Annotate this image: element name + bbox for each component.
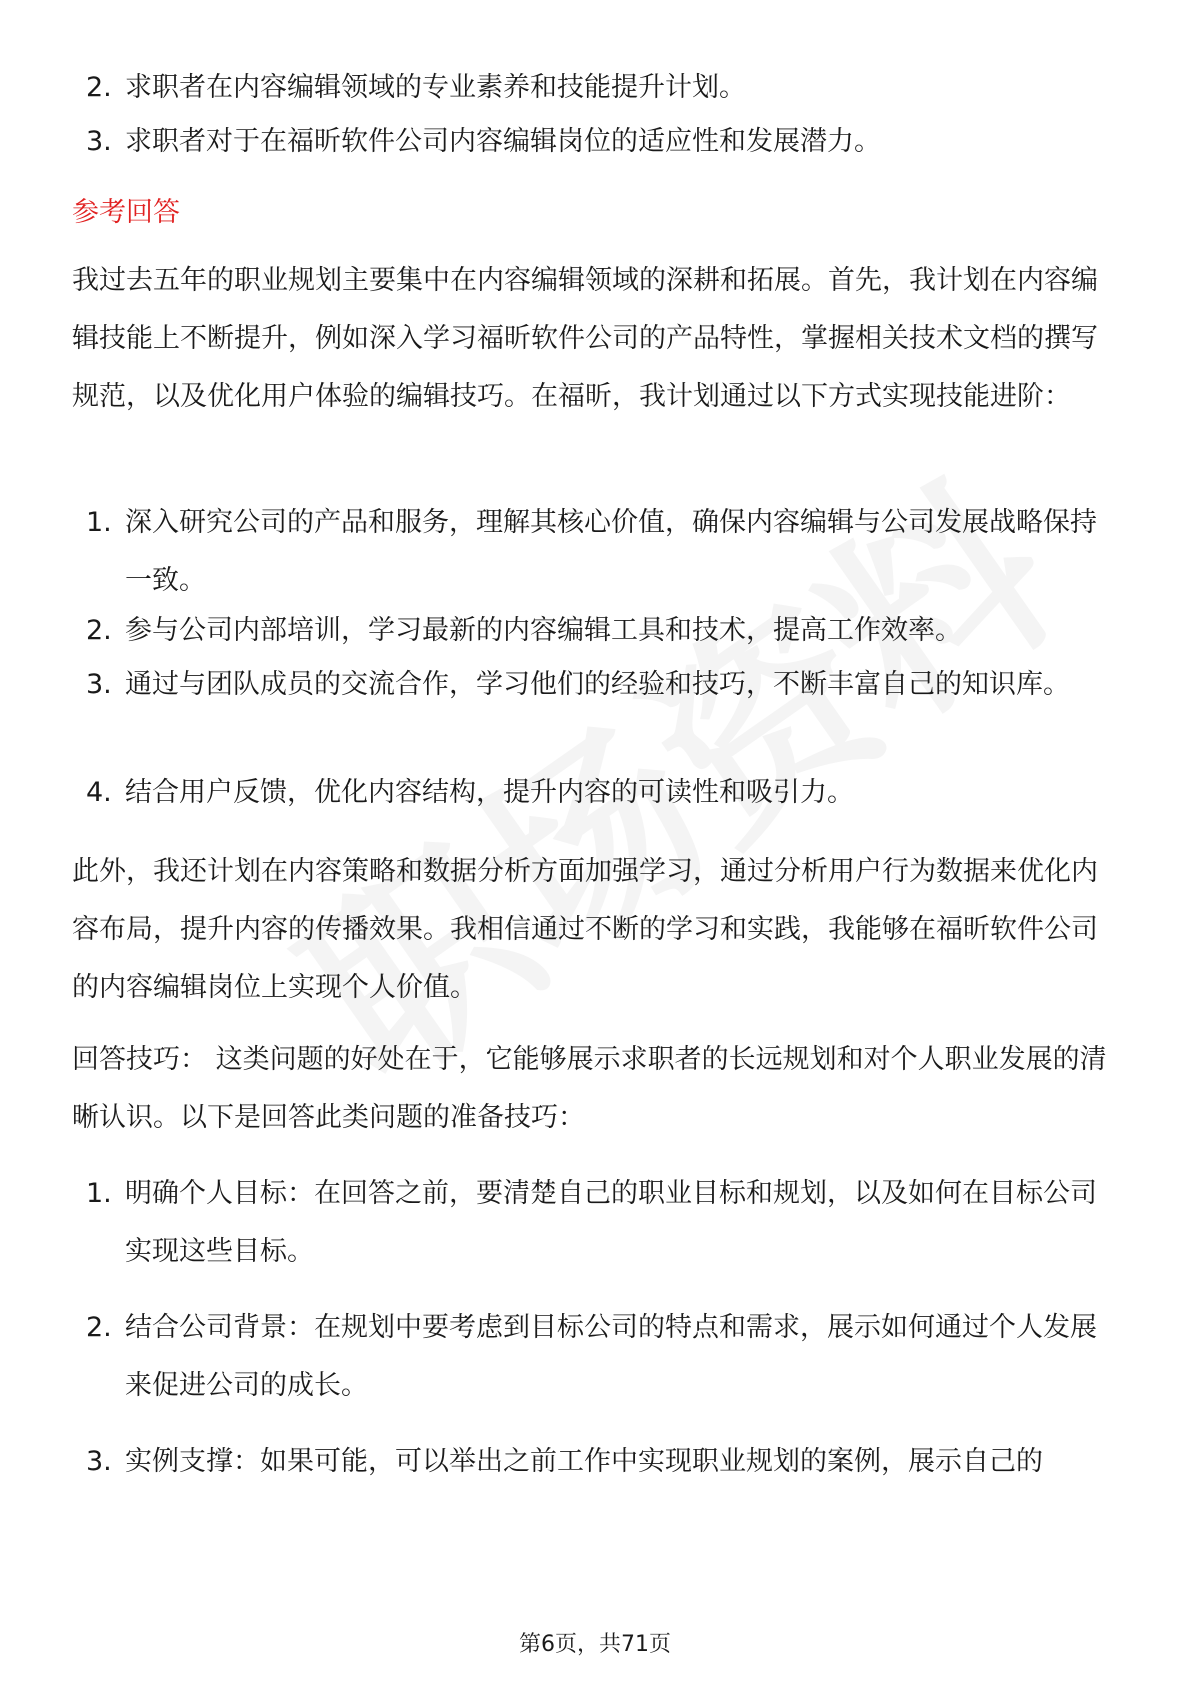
list-number: 1. — [86, 507, 112, 538]
list-text: 通过与团队成员的交流合作，学习他们的经验和技巧，不断丰富自己的知识库。 — [125, 669, 1070, 700]
list-text: 求职者对于在福昕软件公司内容编辑岗位的适应性和发展潜力。 — [125, 126, 881, 157]
list-number: 1. — [86, 1178, 112, 1209]
answer-paragraph: 此外，我还计划在内容策略和数据分析方面加强学习，通过分析用户行为数据来优化内容布局，提升内容的传播效果。我相信通过不断的学习和实践，我能够在福昕软件公司的内容编辑岗位上实现个人价值。 — [72, 856, 1098, 1003]
list-text: 实例支撑：如果可能，可以举出之前工作中实现职业规划的案例，展示自己的 — [125, 1446, 1043, 1477]
list-text: 结合公司背景：在规划中要考虑到目标公司的特点和需求，展示如何通过个人发展来促进公司的成长。 — [125, 1312, 1097, 1401]
list-number: 3. — [86, 126, 112, 157]
list-item — [72, 494, 1122, 610]
list-text: 明确个人目标：在回答之前，要清楚自己的职业目标和规划，以及如何在目标公司实现这些目标。 — [125, 1178, 1097, 1267]
list-text: 深入研究公司的产品和服务，理解其核心价值，确保内容编辑与公司发展战略保持一致。 — [125, 507, 1097, 596]
list-item — [72, 1299, 1122, 1415]
tips-paragraph: 回答技巧： 这类问题的好处在于，它能够展示求职者的长远规划和对个人职业发展的清晰认识。以下是回答此类问题的准备技巧： — [72, 1044, 1107, 1133]
list-text: 结合用户反馈，优化内容结构，提升内容的可读性和吸引力。 — [125, 777, 854, 808]
answer-paragraph: 我过去五年的职业规划主要集中在内容编辑领域的深耕和拓展。首先，我计划在内容编辑技能上不断提升，例如深入学习福昕软件公司的产品特性，掌握相关技术文档的撰写规范，以及优化用户体验的编辑技巧。在福昕，我计划通过以下方式实现技能进阶： — [72, 265, 1098, 412]
reference-answer-heading: 参考回答 — [72, 197, 180, 228]
list-item — [72, 656, 1122, 714]
list-number: 2. — [86, 1312, 112, 1343]
list-text: 求职者在内容编辑领域的专业素养和技能提升计划。 — [125, 72, 746, 103]
list-item — [72, 602, 1122, 660]
list-item — [72, 764, 1122, 822]
list-item — [72, 1433, 1122, 1491]
list-item — [72, 59, 1122, 117]
list-item — [72, 113, 1122, 171]
list-number: 4. — [86, 777, 112, 808]
list-text: 参与公司内部培训，学习最新的内容编辑工具和技术，提高工作效率。 — [125, 615, 962, 646]
list-item — [72, 1165, 1122, 1281]
list-number: 2. — [86, 615, 112, 646]
list-number: 2. — [86, 72, 112, 103]
list-number: 3. — [86, 1446, 112, 1477]
page-footer: 第6页，共71页 — [519, 1632, 671, 1657]
list-number: 3. — [86, 669, 112, 700]
